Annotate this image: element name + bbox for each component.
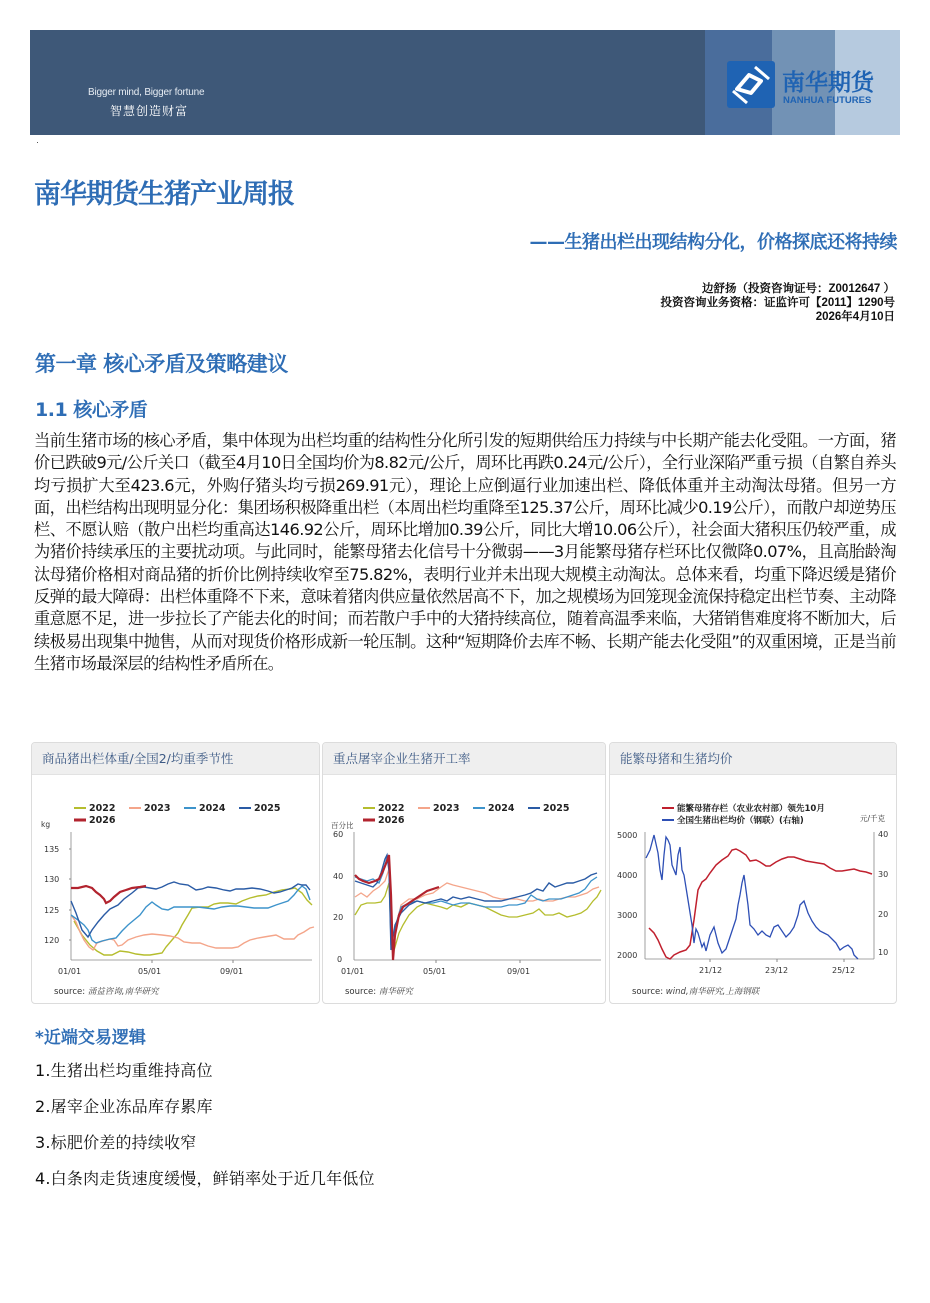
svg-text:能繁母猪存栏（农业农村部）领先10月: 能繁母猪存栏（农业农村部）领先10月: [677, 804, 825, 814]
svg-text:30: 30: [878, 870, 889, 879]
license-line: 投资咨询业务资格：证监许可【2011】1290号: [660, 297, 895, 309]
logo-text-cn: 南华期货: [782, 70, 874, 96]
svg-text:05/01: 05/01: [138, 967, 162, 975]
svg-text:百分比: 百分比: [331, 821, 354, 830]
source-value: 南华研究: [378, 987, 413, 997]
chart-title: 重点屠宰企业生猪开工率: [323, 743, 605, 775]
svg-text:2022: 2022: [378, 803, 405, 814]
svg-text:2025: 2025: [543, 803, 570, 814]
svg-text:2026: 2026: [378, 815, 405, 826]
author-line: 边舒扬（投资咨询证号：Z0012647 ）: [702, 283, 895, 295]
near-term-logic-title: *近端交易逻辑: [35, 1028, 146, 1048]
svg-text:09/01: 09/01: [507, 967, 531, 975]
svg-text:21/12: 21/12: [699, 966, 723, 975]
svg-text:40: 40: [878, 830, 889, 839]
chart-title: 能繁母猪和生猪均价: [610, 743, 896, 775]
chapter-heading: 第一章 核心矛盾及策略建议: [35, 352, 288, 376]
slogan-en: Bigger mind, Bigger fortune: [88, 87, 205, 98]
chart-source: [632, 985, 759, 997]
chart-title: 商品猪出栏体重/全国2/均重季节性: [32, 743, 319, 775]
svg-text:2023: 2023: [144, 803, 171, 814]
nanhua-logo-icon: [727, 61, 775, 108]
svg-text:3000: 3000: [617, 911, 638, 920]
svg-text:120: 120: [44, 936, 60, 945]
source-label: source:: [54, 987, 86, 997]
svg-text:4000: 4000: [617, 871, 638, 880]
stray-dot: [37, 142, 38, 143]
svg-text:125: 125: [44, 906, 60, 915]
chart-panel-operating-rate: [322, 742, 606, 1004]
report-date: 2026年4月10日: [815, 311, 895, 323]
svg-text:2024: 2024: [488, 803, 515, 814]
logic-item: 2.屠宰企业冻品库存累库: [35, 1097, 213, 1116]
svg-text:2025: 2025: [254, 803, 281, 814]
chart-panel-sows-price: [609, 742, 897, 1004]
source-value: 涌益咨询,南华研究: [87, 987, 159, 997]
svg-text:2024: 2024: [199, 803, 226, 814]
author-block: [660, 282, 895, 324]
svg-text:全国生猪出栏均价（钢联）(右轴): 全国生猪出栏均价（钢联）(右轴): [677, 816, 804, 826]
report-subtitle: ——生猪出栏出现结构分化，价格探底还将持续: [529, 232, 897, 253]
svg-text:20: 20: [878, 910, 889, 919]
svg-text:60: 60: [333, 830, 344, 839]
weight-seasonality-chart: [32, 775, 319, 975]
svg-text:20: 20: [333, 913, 344, 922]
svg-text:2022: 2022: [89, 803, 116, 814]
svg-text:2023: 2023: [433, 803, 460, 814]
svg-text:130: 130: [44, 875, 60, 884]
svg-text:09/01: 09/01: [220, 967, 244, 975]
svg-text:05/01: 05/01: [423, 967, 447, 975]
svg-text:23/12: 23/12: [765, 966, 789, 975]
svg-text:01/01: 01/01: [58, 967, 82, 975]
header-banner: [30, 30, 900, 135]
svg-text:2026: 2026: [89, 815, 116, 826]
svg-text:25/12: 25/12: [832, 966, 856, 975]
source-label: source:: [345, 987, 377, 997]
source-value: wind,南华研究,上海钢联: [665, 987, 760, 997]
chart-source: [345, 985, 413, 997]
svg-text:元/千克: 元/千克: [860, 814, 886, 823]
logo-text-en: NANHUA FUTURES: [783, 95, 872, 106]
sows-and-hog-price-chart: [610, 775, 896, 975]
svg-text:01/01: 01/01: [341, 967, 365, 975]
core-contradiction-paragraph: 当前生猪市场的核心矛盾，集中体现为出栏均重的结构性分化所引发的短期供给压力持续与中长期产能去化受阻。一方面，猪价已跌破9元/公斤关口（截至4月10日全国均价为8.82元/公斤，周环比再跌0.24元/公斤），全行业深陷严重亏损（自繁自养头均亏损扩大至423.6元，外购仔猪头均亏损269.91元），理论上应倒逼行业加速出栏、降低体重并主动淘汰母猪。但另一方面，出栏结构出现明显分化：集团场积极降重出栏（本周出栏均重降至125.37公斤，周环比减少0.19公斤），而散户却逆势压栏、不愿认赔（散户出栏均重高达146.92公斤，周环比增加0.39公斤，同比大增10.06公斤），社会面大猪积压仍较严重，成为猪价持续承压的主要扰动项。与此同时，能繁母猪去化信号十分微弱——3月能繁母猪存栏环比仅微降0.07%，且高胎龄淘汰母猪价格相对商品猪的折价比例持续收窄至75.82%，表明行业并未出现大规模主动淘汰。总体来看，均重下降迟缓是猪价反弹的最大障碍：出栏体重降不下来，意味着猪肉供应量依然居高不下，加之规模场为回笼现金流保持稳定出栏节奏、主动降重意愿不足，进一步拉长了产能去化的时间；而若散户手中的大猪持续高位，随着高温季来临，大猪销售难度将不断加大，后续极易出现集中抛售，从而对现货价格形成新一轮压制。这种“短期降价去库不畅、长期产能去化受阻”的双重困境，正是当前生猪市场最深层的结构性矛盾所在。: [34, 431, 896, 673]
logic-item: 3.标肥价差的持续收窄: [35, 1133, 197, 1152]
svg-text:0: 0: [337, 955, 343, 964]
chart-panel-weight: [31, 742, 320, 1004]
report-title: 南华期货生猪产业周报: [34, 179, 294, 210]
svg-text:kg: kg: [41, 820, 51, 829]
svg-text:2000: 2000: [617, 951, 638, 960]
svg-text:5000: 5000: [617, 831, 638, 840]
svg-text:135: 135: [44, 845, 60, 854]
slaughter-operating-rate-chart: [323, 775, 605, 975]
logic-item: 4.白条肉走货速度缓慢，鲜销率处于近几年低位: [35, 1169, 375, 1188]
section-heading: 1.1 核心矛盾: [35, 399, 148, 421]
slogan-cn: 智慧创造财富: [110, 104, 189, 118]
svg-text:10: 10: [878, 948, 889, 957]
chart-source: [54, 985, 159, 997]
logic-item: 1.生猪出栏均重维持高位: [35, 1061, 213, 1080]
svg-text:40: 40: [333, 872, 344, 881]
source-label: source:: [632, 987, 664, 997]
